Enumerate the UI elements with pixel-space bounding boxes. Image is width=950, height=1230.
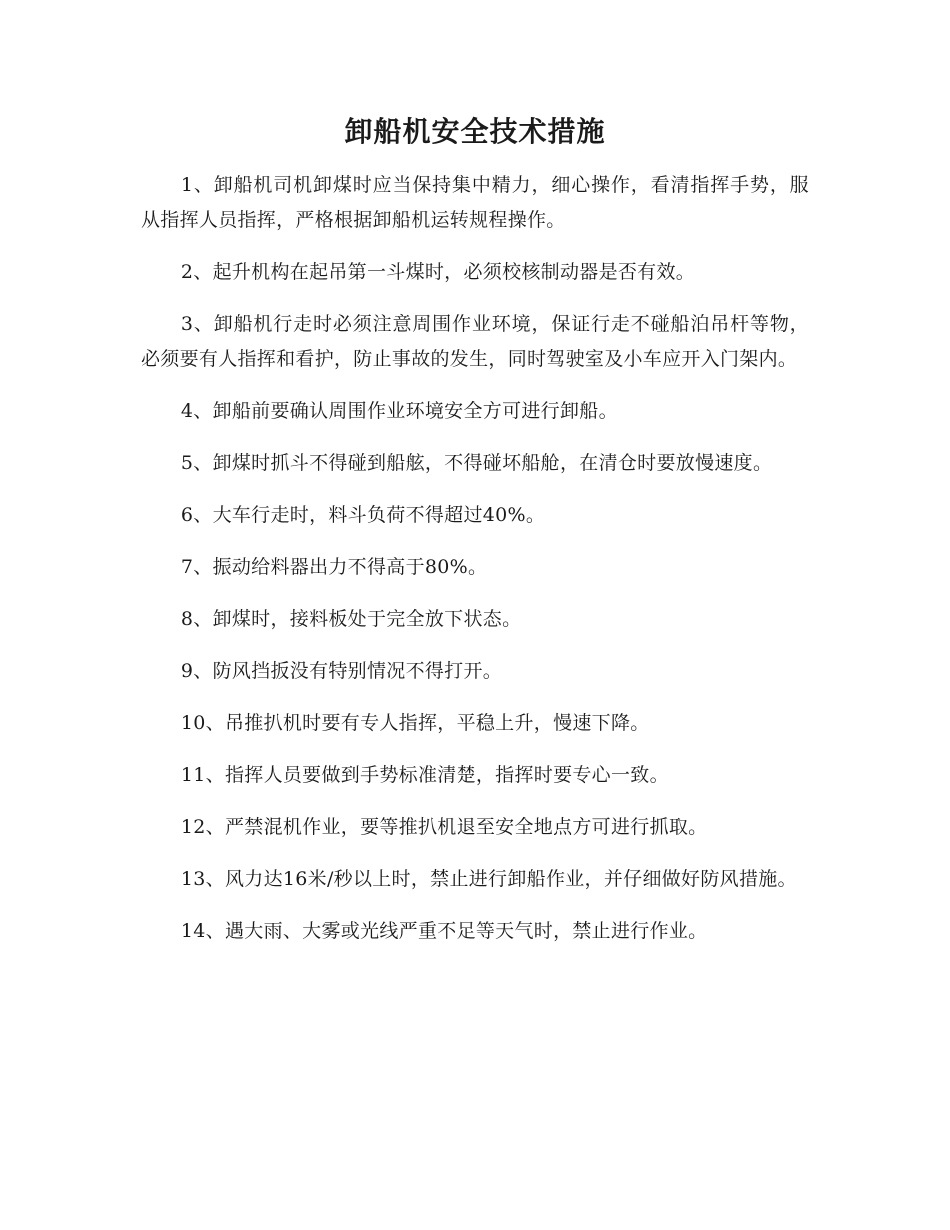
document-body	[141, 168, 809, 966]
paragraph-7: 7、振动给料器出力不得高于80%。	[180, 556, 488, 578]
paragraph-6: 6、大车行走时，料斗负荷不得超过40%。	[180, 504, 546, 526]
paragraph-10: 10、吊推扒机时要有专人指挥，平稳上升，慢速下降。	[180, 712, 650, 734]
paragraph-4: 4、卸船前要确认周围作业环境安全方可进行卸船。	[180, 400, 618, 422]
paragraph-14: 14、遇大雨、大雾或光线严重不足等天气时，禁止进行作业。	[180, 920, 708, 942]
paragraph-2: 2、起升机构在起吊第一斗煤时，必须校核制动器是否有效。	[180, 261, 696, 283]
paragraph-1: 1、卸船机司机卸煤时应当保持集中精力，细心操作，看清指挥手势，服从指挥人员指挥，严格根据卸船机运转规程操作。	[141, 174, 809, 231]
document-title: 卸船机安全技术措施	[344, 115, 606, 148]
paragraph-5: 5、卸煤时抓斗不得碰到船舷，不得碰坏船舱，在清仓时要放慢速度。	[180, 452, 773, 474]
paragraph-13: 13、风力达16米/秒以上时，禁止进行卸船作业，并仔细做好防风措施。	[180, 868, 797, 890]
paragraph-11: 11、指挥人员要做到手势标准清楚，指挥时要专心一致。	[180, 764, 669, 786]
paragraph-12: 12、严禁混机作业，要等推扒机退至安全地点方可进行抓取。	[180, 816, 708, 838]
paragraph-8: 8、卸煤时，接料板处于完全放下状态。	[180, 608, 522, 630]
paragraph-3: 3、卸船机行走时必须注意周围作业环境，保证行走不碰船泊吊杆等物，必须要有人指挥和看护，防止事故的发生，同时驾驶室及小车应开入门架内。	[141, 313, 809, 370]
paragraph-9: 9、防风挡扳没有特别情况不得打开。	[180, 660, 503, 682]
